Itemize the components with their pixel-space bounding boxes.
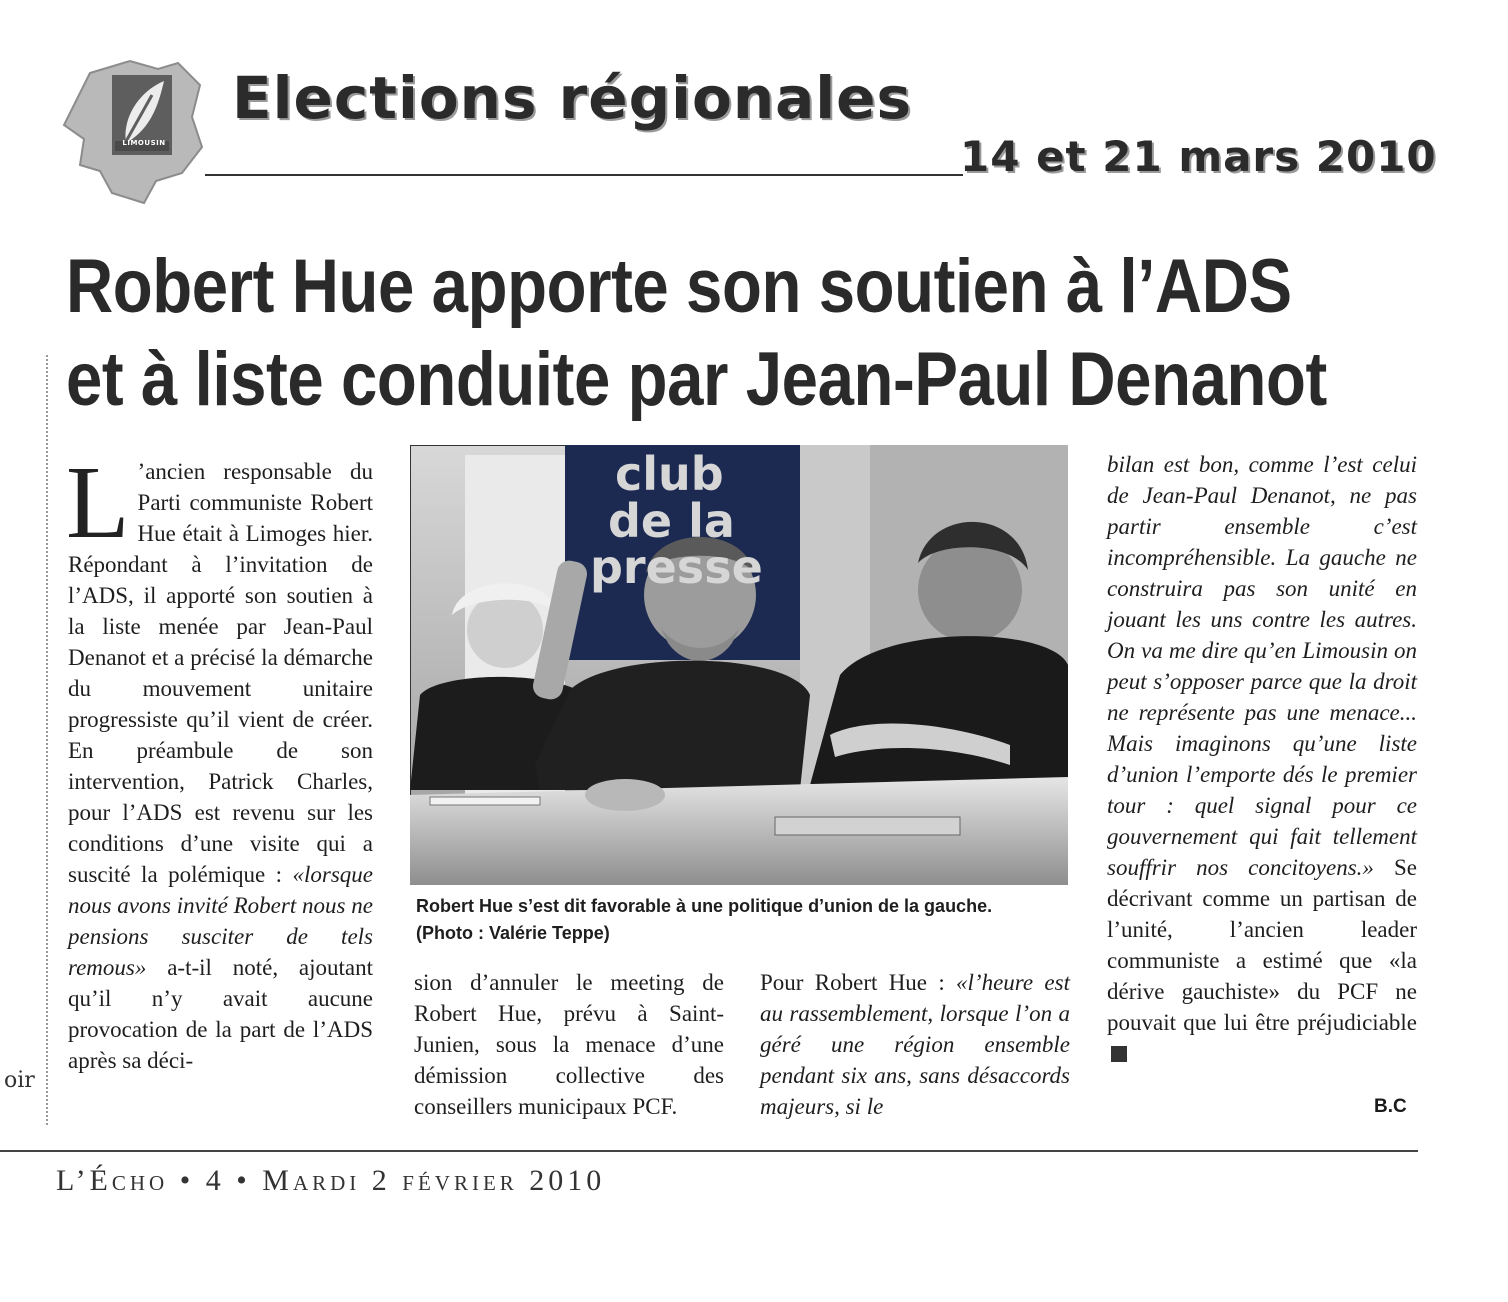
col3-text-a: Pour Robert Hue : [760, 970, 957, 995]
footer-paper-name: L’Écho [56, 1164, 169, 1197]
article-column-2 [414, 967, 724, 1122]
photo-banner-word-1: club [615, 447, 724, 501]
end-of-article-square-icon [1111, 1046, 1127, 1062]
footer-page-number: 4 [205, 1164, 225, 1197]
page-footer [56, 1164, 605, 1198]
article-photo [410, 445, 1068, 885]
photo-caption-line-1: Robert Hue s’est dit favorable à une politique d’union de la gauche. [416, 896, 993, 916]
col1-quote: «lorsque nous avons invité Robert nous ne pensions susciter de tels remous» [68, 862, 373, 980]
col1-text-b: a-t-il noté, ajoutant qu’il n’y avait aucune provocation de la part de l’ADS après sa déci- [68, 955, 373, 1073]
photo-banner-word-2: de la [608, 494, 735, 548]
drop-cap: L [66, 445, 130, 560]
article-column-1 [66, 445, 373, 1076]
footer-date: Mardi 2 février 2010 [262, 1164, 606, 1197]
headline-line-2: et à liste conduite par Jean-Paul Denanot [66, 337, 1327, 422]
col4-quote: bilan est bon, comme l’est celui de Jean-Paul Denanot, ne pas partir ensemble c’est incompréhensible. La gauche ne construira pas son unité en jouant les uns contre les autres. On va me dire qu’en Limousin on peut s’opposer parce que la droit ne représente pas une menace... Mais imaginons qu’une liste d’union l’emporte dés le premier tour : quel signal pour ce gouvernement qui fait tellement souffrir nos concitoyens.» [1107, 452, 1417, 880]
byline: B.C [1374, 1096, 1407, 1117]
article-column-3 [760, 967, 1070, 1122]
article-column-4 [1107, 449, 1417, 1069]
photo-credit: (Photo : Valérie Teppe) [416, 923, 610, 943]
logo-label: LIMOUSIN [122, 139, 166, 147]
limousin-region-logo [60, 55, 205, 205]
section-title: Elections régionales [232, 64, 913, 132]
footer-rule [0, 1150, 1418, 1152]
headline-line-1: Robert Hue apporte son soutien à l’ADS [66, 244, 1292, 329]
header-rule [205, 174, 963, 176]
footer-separator-icon: • [179, 1164, 206, 1197]
footer-separator-icon: • [236, 1164, 263, 1197]
photo-caption [416, 893, 1066, 947]
photo-banner-word-3: presse [590, 540, 763, 594]
col2-text: sion d’annuler le meeting de Robert Hue, prévu à Saint-Junien, sous la menace d’une démission collective des conseillers municipaux PCF. [414, 970, 724, 1119]
margin-text-fragment: oir [4, 1068, 35, 1093]
col3-quote: «l’heure est au rassemblement, lorsque l’on a géré une région ensemble pendant six ans, sans désaccords majeurs, si le [760, 970, 1070, 1119]
col4-text: Se décrivant comme un partisan de l’unité, l’ancien leader communiste a estimé que «la dérive gauchiste» du PCF ne pouvait que lui être préjudiciable [1107, 855, 1418, 1035]
election-dates: 14 et 21 mars 2010 [960, 132, 1437, 181]
col1-text-a: ’ancien responsable du Parti communiste Robert Hue était à Limoges hier. Répondant à l’invitation de l’ADS, il apporté son soutien à la liste menée par Jean-Paul Denanot et a précisé la démarche du mouvement unitaire progressiste qu’il vient de créer. En préambule de son intervention, Patrick Charles, pour l’ADS est revenu sur les conditions d’une visite qui a suscité la polémique : [68, 459, 373, 887]
margin-dotted-rule [46, 355, 48, 1125]
